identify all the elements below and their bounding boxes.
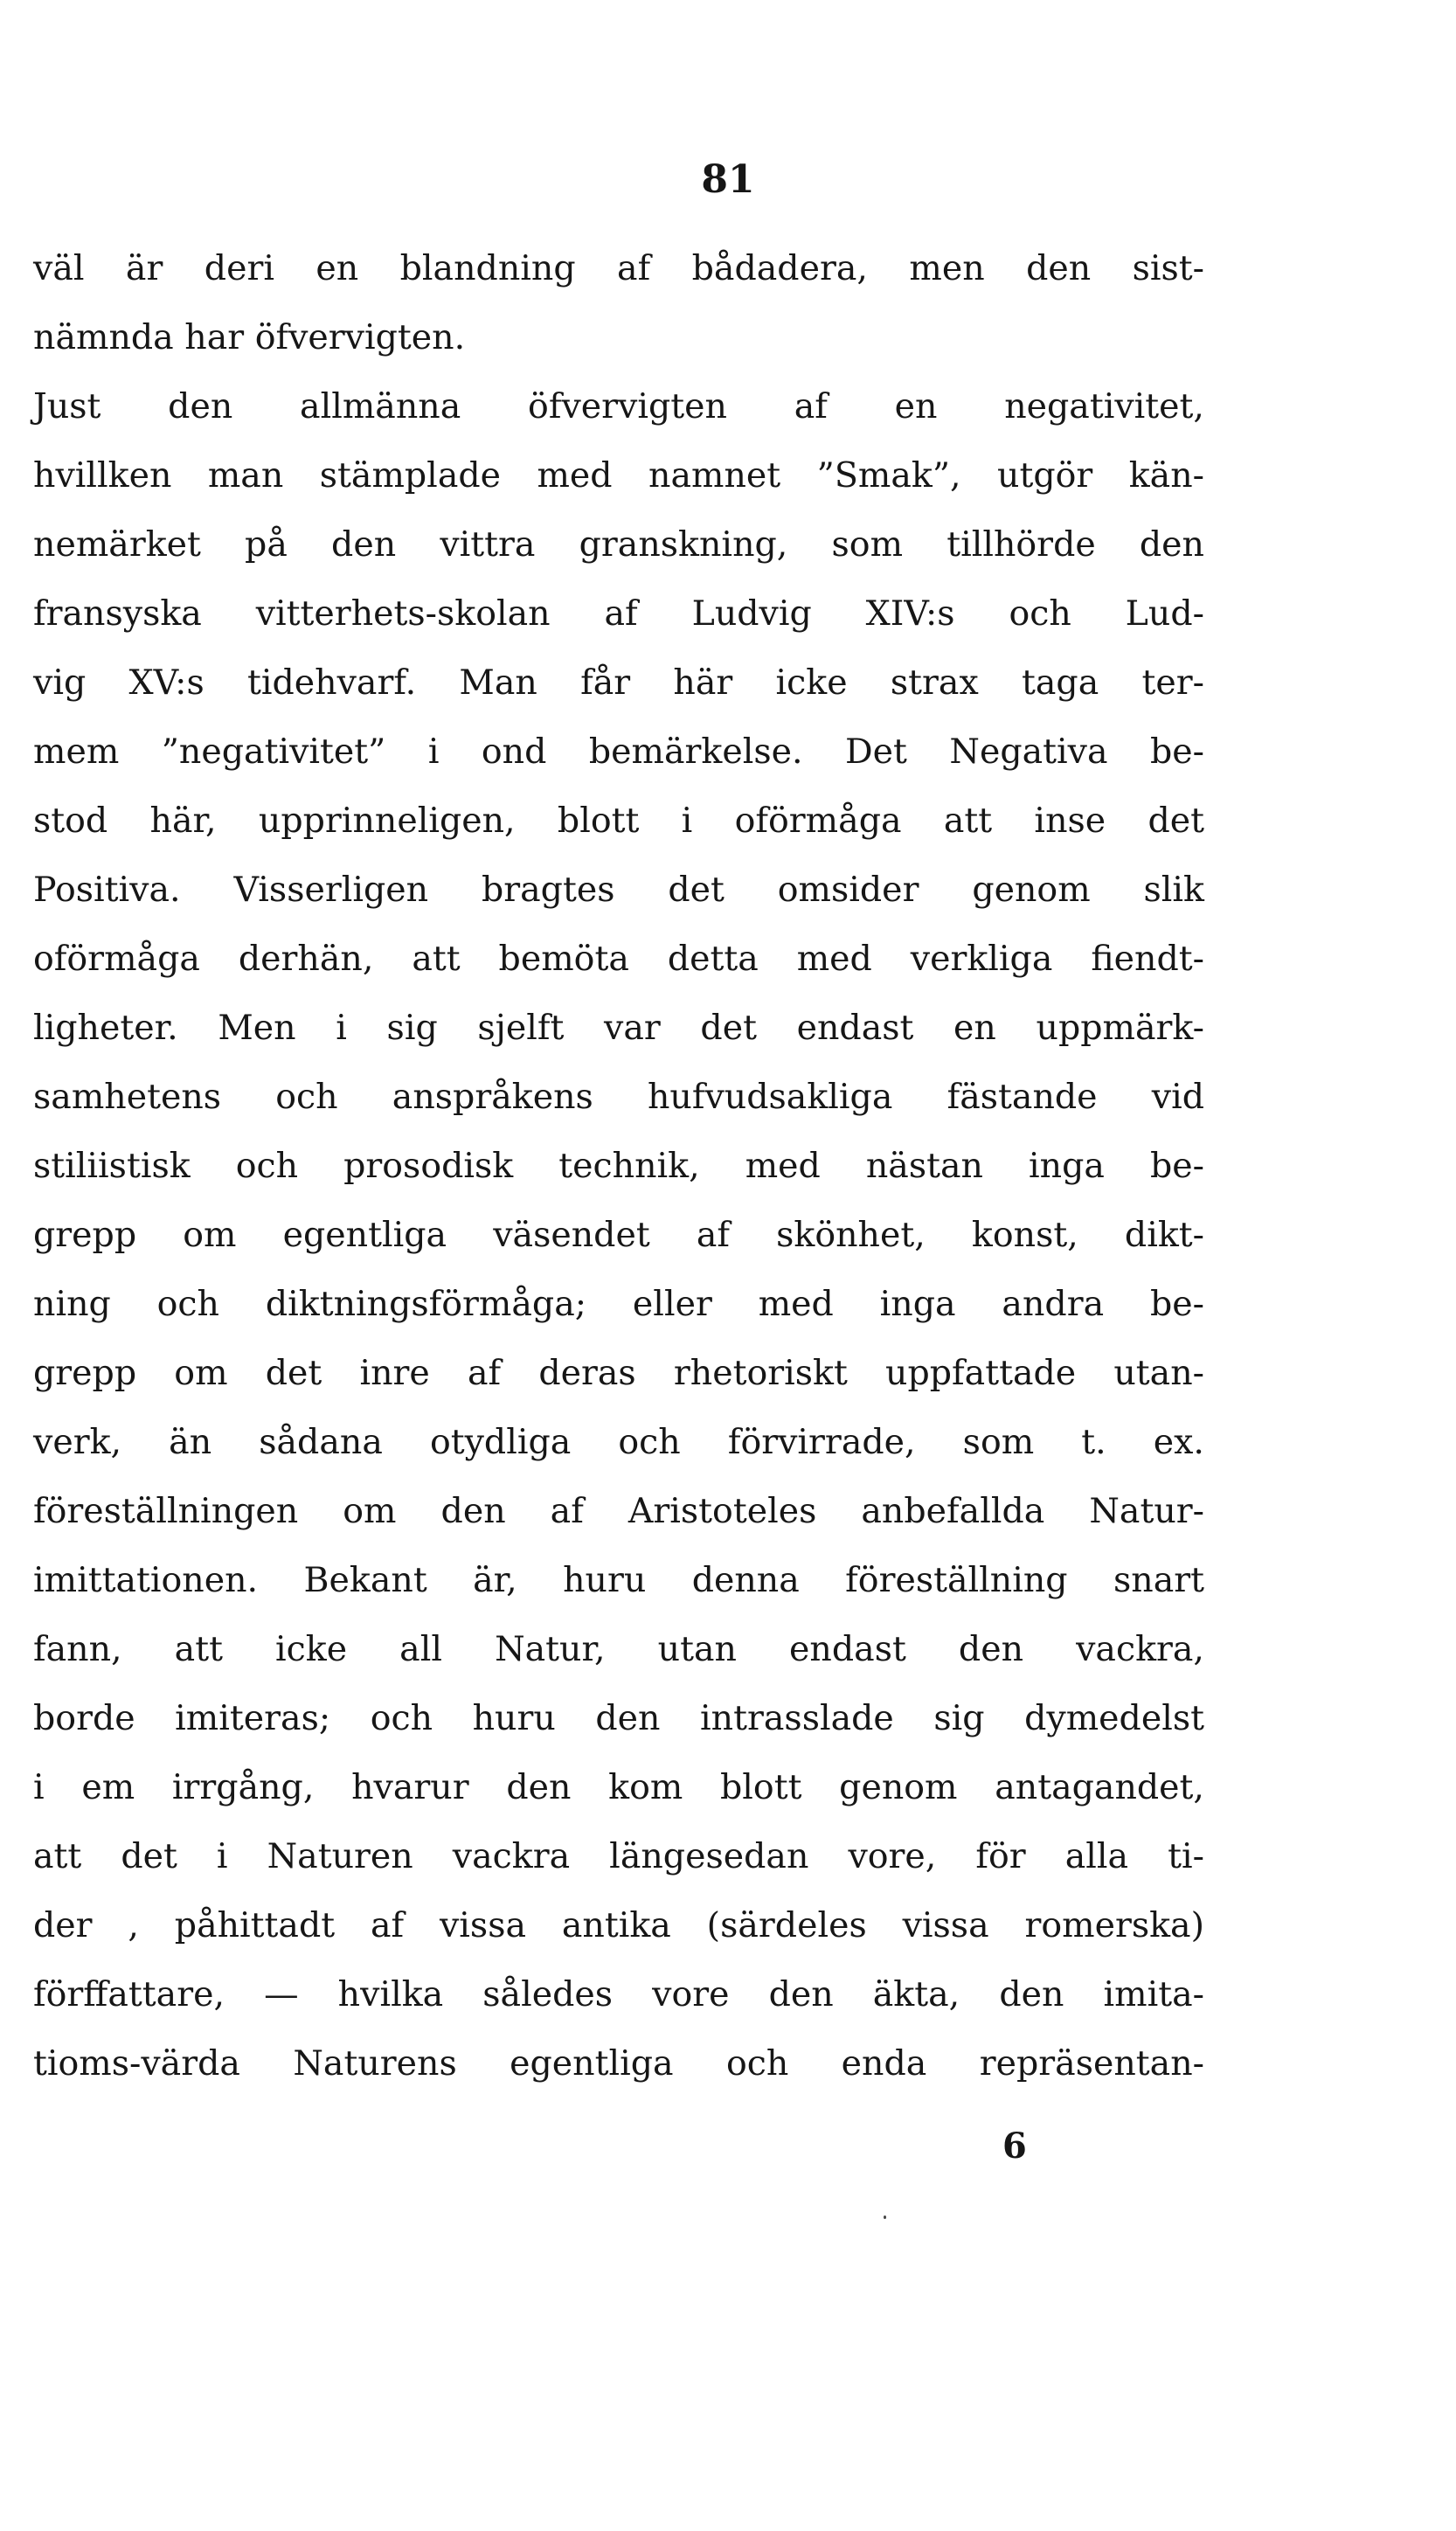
text-line: Positiva. Visserligen bragtes det omsider genom slik xyxy=(33,870,1204,910)
text-line: grepp om det inre af deras rhetoriskt uppfattade utan- xyxy=(33,1353,1204,1393)
text-line: oförmåga derhän, att bemöta detta med verkliga fiendt- xyxy=(33,939,1204,979)
text-line: nemärket på den vittra granskning, som tillhörde den xyxy=(33,524,1204,565)
text-line: att det i Naturen vackra längesedan vore, för alla ti- xyxy=(33,1836,1204,1876)
page-number: 81 xyxy=(701,157,755,202)
text-line: nämnda har öfvervigten. xyxy=(33,317,466,357)
text-line: der , påhittadt af vissa antika (särdeles vissa romerska) xyxy=(33,1905,1204,1945)
text-line: hvillken man stämplade med namnet ”Smak”, utgör kän- xyxy=(33,455,1204,496)
text-line: fann, att icke all Natur, utan endast den vackra, xyxy=(33,1629,1204,1669)
signature-mark: 6 xyxy=(1002,2125,1027,2167)
text-line: väl är deri en blandning af bådadera, men den sist- xyxy=(33,248,1204,288)
text-line: i em irrgång, hvarur den kom blott genom antagandet, xyxy=(33,1767,1204,1807)
text-line: imittationen. Bekant är, huru denna föreställning snart xyxy=(33,1560,1204,1600)
text-line: tioms-värda Naturens egentliga och enda repräsentan- xyxy=(33,2043,1204,2084)
text-line: borde imiteras; och huru den intrasslade sig dymedelst xyxy=(33,1698,1204,1738)
text-line: samhetens och anspråkens hufvudsakliga fästande vid xyxy=(33,1077,1204,1117)
text-line: förffattare, — hvilka således vore den äkta, den imita- xyxy=(33,1974,1204,2014)
text-line: stod här, upprinneligen, blott i oförmåga att inse det xyxy=(33,801,1204,841)
text-line: grepp om egentliga väsendet af skönhet, konst, dikt- xyxy=(33,1215,1204,1255)
text-line: föreställningen om den af Aristoteles anbefallda Natur- xyxy=(33,1491,1204,1531)
text-line: Just den allmänna öfvervigten af en negativitet, xyxy=(33,386,1204,426)
text-line: fransyska vitterhets-skolan af Ludvig XIV:s och Lud- xyxy=(33,593,1204,634)
ink-speck xyxy=(884,2215,886,2219)
text-line: ning och diktningsförmåga; eller med inga andra be- xyxy=(33,1284,1204,1324)
text-line: mem ”negativitet” i ond bemärkelse. Det Negativa be- xyxy=(33,732,1204,772)
text-line: vig XV:s tidehvarf. Man får här icke strax taga ter- xyxy=(33,662,1204,703)
text-line: verk, än sådana otydliga och förvirrade, som t. ex. xyxy=(33,1422,1204,1462)
text-line: ligheter. Men i sig sjelft var det endast en uppmärk- xyxy=(33,1008,1204,1048)
body-text xyxy=(33,234,1204,2098)
text-line: stiliistisk och prosodisk technik, med nästan inga be- xyxy=(33,1146,1204,1186)
